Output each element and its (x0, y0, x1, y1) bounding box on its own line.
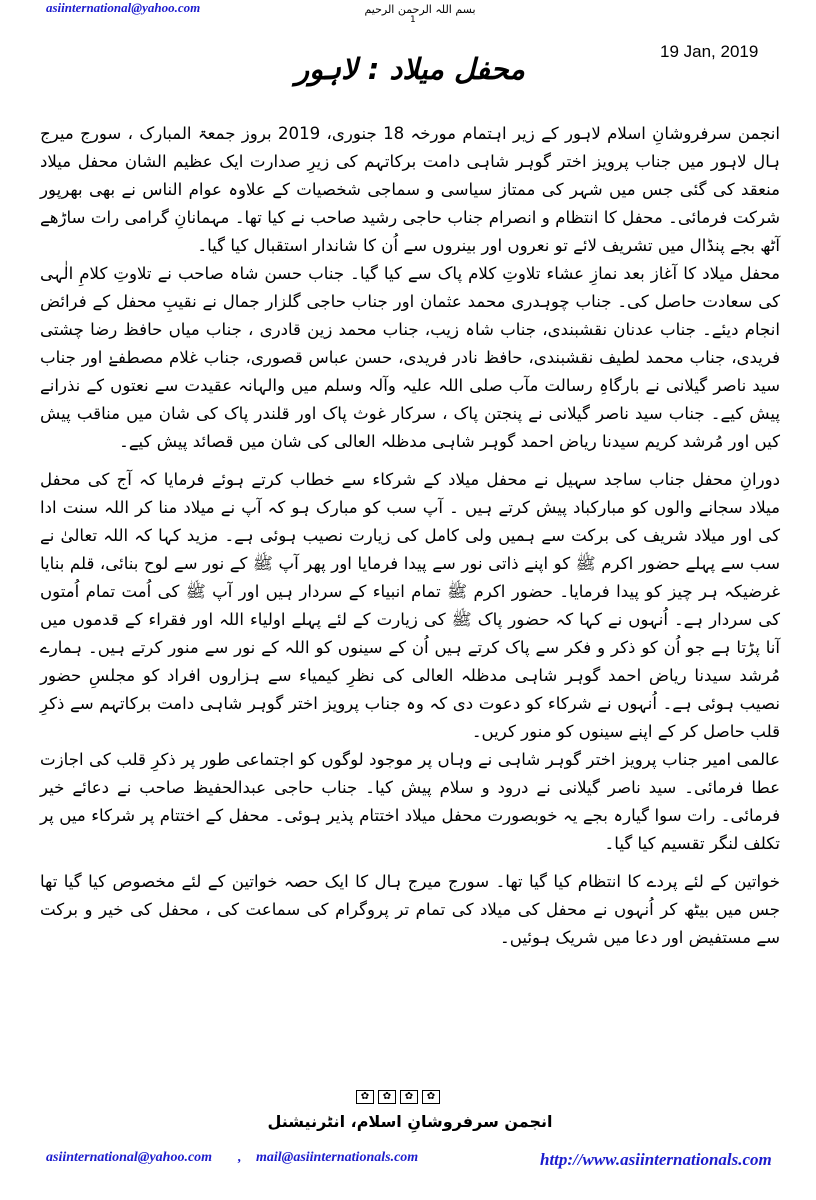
paragraph-women: خواتین کے لئے پردے کا انتظام کیا گیا تھا۔ سورج میرج ہال کا ایک حصہ خواتین کے لئے مخصوص کیا گیا تھا جس میں بیٹھ کر اُنہوں نے محفل کی میلاد کی تمام تر پروگرام کی سماعت کی ، محفل کی خیر و برکت سے مستفیض اور دعا میں شریک ہوئیں۔ (40, 872, 780, 947)
page-number: 1 (410, 15, 416, 25)
ornament-star-icon: ✿ (400, 1090, 418, 1104)
page-title: محفل میلاد : لاہور (295, 52, 525, 86)
paragraph-closing: عالمی امیر جناب پرویز اختر گوہر شاہی نے وہاں پر موجود لوگوں کو اجتماعی طور پر ذکرِ قلب کی اجازت عطا فرمائی۔ سید ناصر گیلانی نے درود و سلام پیش کیا۔ جناب حاجی عبدالحفیظ صاحب نے دعائے خیر فرمائی۔ رات سوا گیارہ بجے یہ خوبصورت محفل میلاد اختتام پذیر ہوئی۔ محفل کے اختتام پر شرکاء میں پر تکلف لنگر تقسیم کیا گیا۔ (40, 750, 780, 853)
ornament-star-icon: ✿ (378, 1090, 396, 1104)
organization-name: انجمن سرفروشانِ اسلام، انٹرنیشنل (267, 1112, 553, 1131)
paragraph-intro: انجمن سرفروشانِ اسلام لاہور کے زیر اہتمام مورخہ 18 جنوری، 2019 بروز جمعۃ المبارک ، سورج میرج ہال لاہور میں جناب پرویز اختر گوہر شاہی دامت برکاتہم کی زیرِ صدارت ایک عظیم الشان محفل میلاد منعقد کی گئی جس میں شہر کی ممتاز سیاسی و سماجی شخصیات کے علاوہ عوام الناس نے بھی بھرپور شرکت فرمائی۔ محفل کا انتظام و انصرام جناب حاجی رشید صاحب نے کیا تھا۔ مہمانانِ گرامی رات ساڑھے آٹھ بجے پنڈال میں تشریف لائے تو نعروں اور بینروں سے اُن کا شاندار استقبال کیا گیا۔ (40, 124, 781, 255)
ornament-star-icon: ✿ (422, 1090, 440, 1104)
footer-website-link[interactable]: http://www.asiinternationals.com (540, 1150, 772, 1169)
article-body (40, 120, 780, 952)
ornament-divider (356, 1090, 440, 1104)
paragraph-program: محفل میلاد کا آغاز بعد نمازِ عشاء تلاوتِ کلام پاک سے کیا گیا۔ جناب حسن شاہ صاحب نے تلاوتِ کلامِ الٰہی کی سعادت حاصل کی۔ جناب چوہدری محمد عثمان اور جناب حاجی گلزار جمال نے نقیبِ محفل کے فرائض انجام دیئے۔ جناب عدنان نقشبندی، جناب شاہ زیب، جناب محمد زین قادری ، جناب میاں حافظ رضا چشتی فریدی، جناب محمد لطیف نقشبندی، حافظ نادر فریدی، حسن عباس قصوری، جناب غلام مصطفےٰ اور جناب سید ناصر گیلانی نے بارگاہِ رسالت مآب صلی اللہ علیہ وآلہ وسلم میں والہانہ عقیدت سے نعتوں کے نذرانے پیش کیے۔ جناب سید ناصر گیلانی نے پنجتن پاک ، سرکار غوث پاک اور قلندر پاک کی شان میں مناقب پیش کیں اور مُرشد کریم سیدنا ریاض احمد گوہر شاہی مدظلہ العالی کی شان میں قصائد پیش کیے۔ (40, 264, 780, 451)
basmala: بسم اللہ الرحمن الرحیم (364, 3, 476, 16)
header-email-link[interactable]: asiinternational@yahoo.com (46, 0, 201, 15)
footer-email-link[interactable]: asiinternational@yahoo.com (46, 1150, 213, 1165)
footer-mail-link[interactable]: mail@asiinternationals.com (256, 1150, 419, 1165)
date: 19 Jan, 2019 (660, 42, 759, 61)
paragraph-speech: دورانِ محفل جناب ساجد سہیل نے محفل میلاد کے شرکاء سے خطاب کرتے ہوئے فرمایا کہ آج کی محفل میلاد سجانے والوں کو مبارکباد پیش کرتے ہیں ۔ آپ سب کو مبارک ہو کہ آپ نے میلاد منا کر اللہ سنت ادا کی اور میلاد شریف کی برکت سے ہمیں ولی کامل کی زیارت نصیب ہوئی ہے۔ مزید کہا کہ اللہ تعالیٰ نے سب سے پہلے حضور اکرم ﷺ کو اپنے ذاتی نور سے پیدا فرمایا اور پھر آپ ﷺ کے نور سے لوح بنائی، قلم بنایا غرضیکہ ہر چیز کو پیدا فرمایا۔ حضور اکرم ﷺ تمام انبیاء کے سردار ہیں اور آپ ﷺ کی اُمت تمام اُمتوں کی سردار ہے۔ اُنہوں نے کہا کہ حضور پاک ﷺ کی زیارت کے لئے پہلے اولیاء اللہ اور فقراء کے قدموں میں آنا پڑتا ہے جو اُن کو ذکر و فکر سے پاک کرتے ہیں اُن کے سینوں کو اللہ کے نور سے منور کرتے ہیں۔ ہمارے مُرشد سیدنا ریاض احمد گوہر شاہی مدظلہ العالی کی نظرِ کیمیاء سے ہزاروں افراد کو مجلسِ حضور نصیب ہوئی ہے۔ اُنہوں نے شرکاء کو دعوت دی کہ وہ جناب پرویز اختر گوہر شاہی دامت برکاتہم سے ذکرِ قلب حاصل کر کے اپنے سینوں کو منور کریں۔ (40, 470, 780, 741)
ornament-star-icon: ✿ (356, 1090, 374, 1104)
footer-separator: , (238, 1150, 242, 1165)
